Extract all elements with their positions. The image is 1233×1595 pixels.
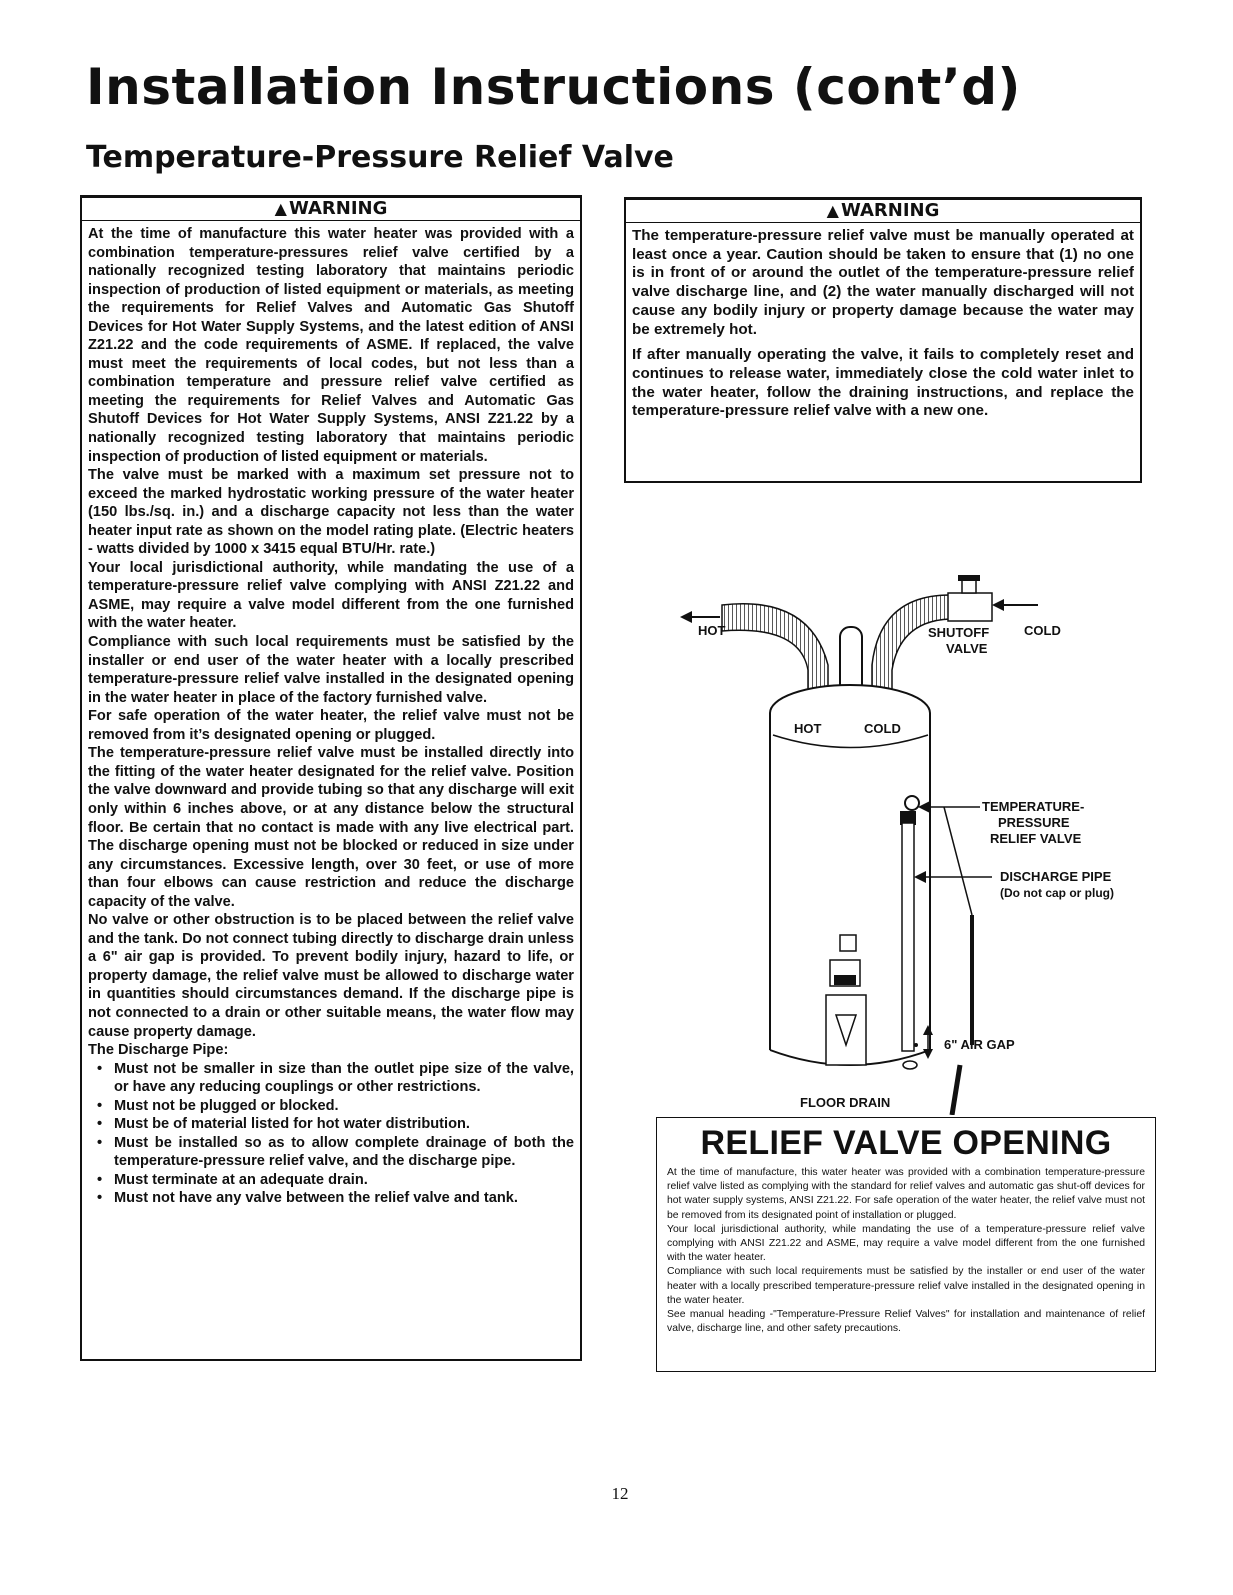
shutoff-valve-icon <box>948 575 992 621</box>
left-warning-header <box>82 198 580 221</box>
left-warning-box <box>80 195 582 1361</box>
page-title: Installation Instructions (cont’d) <box>86 58 1021 116</box>
relief-paragraph: Your local jurisdictional authority, while mandating the use of a temperature-pressure relief valve complying with ANSI Z21.22 and ASME, may require a valve model different from the one furnished with the water heater. <box>667 1223 1145 1264</box>
discharge-pipe <box>902 823 914 1051</box>
floor-drain-icon <box>903 1061 917 1069</box>
list-item: • Must not be smaller in size than the outlet pipe size of the valve, or have any reducing couplings or other restrictions. <box>88 1060 574 1097</box>
right-warning-box <box>624 197 1142 483</box>
relief-paragraph: At the time of manufacture, this water heater was provided with a combination temperature-pressure relief valve listed as complying with the standard for relief valves and automatic gas shut-off devices for hot water supply systems, ANSI Z21.22. For safe operation of the water heater, the relief valve must not be removed from its designated point of installation or plugged. <box>667 1167 1145 1221</box>
tank-hot-label: HOT <box>794 721 822 736</box>
right-warning-paragraph: The temperature-pressure relief valve must be manually operated at least once a year. Caution should be taken to ensure that (1) no one is in front of or around the outlet of the temperature-pressure relief valve discharge line, and (2) the water manually discharged will not cause any bodily injury or property damage because the water may be extremely hot. <box>632 227 1134 338</box>
cold-label: COLD <box>1024 623 1061 638</box>
relief-valve-opening-title: RELIEF VALVE OPENING <box>700 1124 1112 1162</box>
warning-triangle-icon: ▲ <box>274 199 287 218</box>
discharge-pipe-label: DISCHARGE PIPE <box>1000 869 1112 884</box>
hot-label: HOT <box>698 623 726 638</box>
right-warning-paragraph: If after manually operating the valve, it fails to completely reset and continues to release water, immediately close the cold water inlet to the water heater, follow the draining instructions, and replace the temperature-pressure relief valve with a new one. <box>632 346 1134 420</box>
left-warning-paragraph: Your local jurisdictional authority, while mandating the use of a temperature-pressure relief valve complying with ANSI Z21.22 and ASME, may require a valve model different from the one furnished with the water heater. <box>88 559 574 632</box>
hot-arrow-icon <box>680 611 720 623</box>
tank-cold-label: COLD <box>864 721 901 736</box>
left-warning-paragraph: The valve must be marked with a maximum set pressure not to exceed the marked hydrostatic working pressure of the water heater (150 lbs./sq. in.) and a discharge capacity not less than the water heater input rate as shown on the model rating plate. (Electric heaters - watts divided by 1000 x 3415 equal BTU/Hr. rate.) <box>88 467 574 558</box>
list-item: • Must be of material listed for hot water distribution. <box>88 1115 574 1134</box>
warning-triangle-icon: ▲ <box>826 201 839 220</box>
tpr-label-3: RELIEF VALVE <box>990 831 1082 846</box>
air-gap-label: 6" AIR GAP <box>944 1037 1015 1052</box>
floor-drain-label: FLOOR DRAIN <box>800 1095 891 1110</box>
right-warning-header <box>626 200 1140 223</box>
valve-label: VALVE <box>946 641 988 656</box>
left-warning-paragraph: The temperature-pressure relief valve must be installed directly into the fitting of the water heater designated for the relief valve. Position the valve downward and provide tubing so that any discharge will exit only within 6 inches above, or at any distance below the structural floor. Be certain that no contact is made with any live electrical part. The discharge opening must not be blocked or reduced in size under any circumstances. Excessive length, over 30 feet, or use of more than four elbows can cause restriction and reduce the discharge capacity of the valve. <box>88 745 574 910</box>
list-item: • Must terminate at an adequate drain. <box>88 1171 574 1190</box>
cold-arrow-icon <box>992 599 1038 611</box>
list-item: • Must be installed so as to allow complete drainage of both the temperature-pressure relief valve, and the discharge pipe. <box>88 1134 574 1171</box>
left-warning-paragraph: No valve or other obstruction is to be placed between the relief valve and the tank. Do not connect tubing directly to discharge drain unless a 6" air gap is provided. To prevent bodily injury, hazard to life, or property damage, the relief valve must be allowed to discharge water in quantities should circumstances demand. If the discharge pipe is not connected to a drain or other suitable means, the water flow may cause property damage. <box>88 912 574 1040</box>
list-item: • Must not be plugged or blocked. <box>88 1097 574 1116</box>
tpr-label-2: PRESSURE <box>998 815 1070 830</box>
left-warning-paragraph: Compliance with such local requirements must be satisfied by the installer or end user of the water heater with a locally prescribed temperature-pressure relief valve installed in the designated opening in the water heater in place of the factory furnished valve. <box>88 634 574 706</box>
water-heater-illustration <box>660 575 1160 1115</box>
relief-paragraph: See manual heading -"Temperature-Pressure Relief Valves" for installation and maintenance of relief valve, discharge line, and other safety precautions. <box>667 1309 1145 1335</box>
discharge-pipe-heading: The Discharge Pipe: <box>88 1042 229 1059</box>
section-subtitle: Temperature-Pressure Relief Valve <box>86 140 674 175</box>
relief-paragraph: Compliance with such local requirements must be satisfied by the installer or end user of the water heater with a locally prescribed temperature-pressure relief valve installed in the designated opening in the water heater. <box>667 1266 1145 1306</box>
shutoff-label: SHUTOFF <box>928 625 990 640</box>
left-warning-paragraph: For safe operation of the water heater, the relief valve must not be removed from it’s designated opening or plugged. <box>88 708 574 743</box>
list-item: • Must not have any valve between the relief valve and tank. <box>88 1189 574 1208</box>
right-warning-body <box>632 227 1134 421</box>
left-warning-body <box>88 225 574 1208</box>
tpr-label-1: TEMPERATURE- <box>982 799 1085 814</box>
right-warning-heading: WARNING <box>840 200 940 221</box>
discharge-pipe-note: (Do not cap or plug) <box>1000 886 1114 900</box>
relief-valve-opening-box <box>656 1117 1156 1372</box>
page-number: 12 <box>611 1484 629 1503</box>
discharge-pipe-list <box>88 1060 574 1208</box>
water-heater-diagram <box>660 575 1160 1115</box>
left-warning-heading: WARNING <box>288 198 388 219</box>
left-warning-paragraph: At the time of manufacture this water heater was provided with a combination temperature-pressures relief valve certified by a nationally recognized testing laboratory that maintains periodic inspection of production of listed equipment or materials, as meeting the requirements for Relief Valves and Automatic Gas Shutoff Devices for Hot Water Supply Systems, and the latest edition of ANSI Z21.22 and the code requirements of ASME. If replaced, the valve must meet the requirements of local codes, but not less than a combination temperature and pressure relief valve certified as meeting the requirements for Relief Valves and Automatic Gas Shutoff Devices for Hot Water Supply Systems, ANSI Z21.22 by a nationally recognized testing laboratory that maintains periodic inspection of production of listed equipment or materials. <box>88 226 574 465</box>
relief-valve-opening-body <box>667 1166 1145 1336</box>
